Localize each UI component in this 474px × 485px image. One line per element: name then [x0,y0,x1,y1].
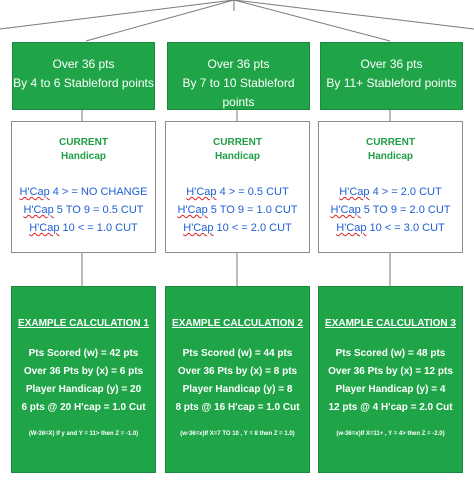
handicap-rule [166,183,309,201]
trigger-box-3 [320,42,463,110]
handicap-rule [12,219,155,237]
handicap-rule [12,183,155,201]
trigger-line1: Over 36 pts [52,57,115,71]
example-line: Player Handicap (y) = 20 [25,384,142,395]
hcap-rule-text: 4 > = NO CHANGE [49,186,148,198]
hcap-prefix: H'Cap [336,222,367,234]
hcap-prefix: H'Cap [186,186,217,198]
example-lines [12,345,155,417]
hcap-prefix: H'Cap [29,222,60,234]
example-title: EXAMPLE CALCULATION 1 [18,318,149,329]
hcap-prefix: H'Cap [339,186,370,198]
branch-line-left [86,0,234,41]
example-box-1 [11,286,156,473]
hcap-rule-text: 10 < = 1.0 CUT [59,222,138,234]
example-formula: (W-36=X) If y and Y = 11> then Z = -1.0) [28,431,139,437]
handicap-rules [12,183,155,237]
trigger-line2: By 11+ Stableford points [326,76,457,90]
example-formula: (w-36=x)If X=7 TO 10 , Y = 8 then Z = 1.0) [180,431,295,437]
hcap-prefix: H'Cap [177,204,208,216]
handicap-rule [12,201,155,219]
example-lines [319,345,462,417]
trigger-line2: By 7 to 10 Stableford points [182,76,295,109]
hcap-prefix: H'Cap [183,222,214,234]
example-line: 6 pts @ 20 H'cap = 1.0 Cut [21,402,146,413]
hcap-rule-text: 4 > = 0.5 CUT [216,186,289,198]
hcap-prefix: H'Cap [330,204,361,216]
handicap-box-3 [318,121,463,253]
example-line: Pts Scored (w) = 48 pts [335,348,446,359]
hcap-rule-text: 10 < = 3.0 CUT [366,222,445,234]
handicap-heading-current: CURRENT [366,137,415,148]
trigger-line2: By 4 to 6 Stableford points [13,76,154,90]
handicap-rule [319,219,462,237]
hcap-prefix: H'Cap [23,204,54,216]
example-formula: (w-36=x)If X=11+ , Y = 4> then Z = -2.0) [336,431,445,437]
handicap-heading-label: Handicap [367,151,413,162]
example-line: Pts Scored (w) = 44 pts [182,348,293,359]
trigger-box-1 [12,42,155,110]
example-line: 8 pts @ 16 H'cap = 1.0 Cut [175,402,300,413]
handicap-rule [166,219,309,237]
trigger-line1: Over 36 pts [360,57,423,71]
handicap-box-2 [165,121,310,253]
example-line: Pts Scored (w) = 42 pts [28,348,139,359]
handicap-heading-current: CURRENT [59,137,108,148]
hcap-prefix: H'Cap [19,186,50,198]
example-line: Over 36 Pts by (x) = 6 pts [23,366,144,377]
hcap-rule-text: 5 TO 9 = 2.0 CUT [360,204,451,216]
hcap-rule-text: 4 > = 2.0 CUT [369,186,442,198]
handicap-rule [319,201,462,219]
example-line: Over 36 Pts by (x) = 8 pts [177,366,298,377]
hcap-rule-text: 5 TO 9 = 0.5 CUT [53,204,144,216]
handicap-heading-label: Handicap [60,151,106,162]
handicap-heading-label: Handicap [214,151,260,162]
branch-line-left-outer [0,0,234,29]
example-line: Player Handicap (y) = 4 [335,384,446,395]
handicap-rules [319,183,462,237]
example-line: 12 pts @ 4 H'cap = 2.0 Cut [328,402,453,413]
example-box-2 [165,286,310,473]
example-line: Player Handicap (y) = 8 [182,384,293,395]
example-lines [166,345,309,417]
handicap-rule [319,183,462,201]
trigger-box-2 [167,42,310,110]
trigger-line1: Over 36 pts [207,57,270,71]
example-title: EXAMPLE CALCULATION 2 [172,318,303,329]
handicap-box-1 [11,121,156,253]
handicap-heading-current: CURRENT [213,137,262,148]
handicap-rules [166,183,309,237]
handicap-rule [166,201,309,219]
branch-line-right-outer [234,0,474,29]
hcap-rule-text: 5 TO 9 = 1.0 CUT [207,204,298,216]
example-title: EXAMPLE CALCULATION 3 [325,318,456,329]
example-box-3 [318,286,463,473]
hcap-rule-text: 10 < = 2.0 CUT [213,222,292,234]
branch-line-right [234,0,390,41]
example-line: Over 36 Pts by (x) = 12 pts [328,366,453,377]
